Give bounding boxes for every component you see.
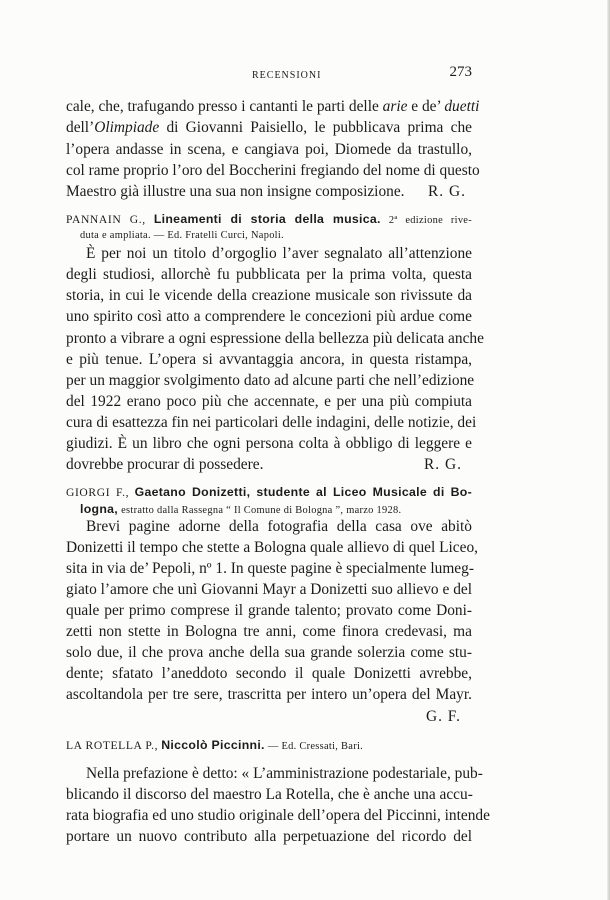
- text-line: dell’Olimpiade di Giovanni Paisiello, le pubblicava prima che: [66, 119, 472, 136]
- text-line: degli studiosi, allorchè fu pubblicata per la prima volta, questa: [66, 266, 472, 283]
- review-entry-heading: [80, 501, 472, 517]
- review-author: GIORGI F.,: [66, 486, 130, 499]
- text-line: È per noi un titolo d’orgoglio l’aver segnalato all’attenzione: [86, 245, 472, 262]
- text-line: e più tenue. L’opera si avvantaggia ancora, in questa ristampa,: [66, 351, 472, 368]
- text-line: dovrebbe procurar di possedere.: [66, 456, 264, 473]
- text-line: Nella prefazione è detto: « L’amministrazione podestariale, pub-: [86, 765, 483, 782]
- review-title: Gaetano Donizetti, studente al Liceo Musicale di Bo-: [134, 485, 472, 499]
- text-line: giato l’amore che unì Giovanni Mayr a Donizetti suo allievo e del: [66, 581, 472, 598]
- signature: R. G.: [428, 183, 466, 200]
- review-entry-heading: [66, 211, 472, 227]
- text-line: Brevi pagine adorne della fotografia della casa ove abitò: [86, 518, 472, 535]
- text-line: giudizi. È un libro che ogni persona colta à obbligo di leggere e: [66, 435, 472, 452]
- review-title: Lineamenti di storia della musica.: [153, 212, 381, 226]
- review-title: Niccolò Piccinni.: [161, 738, 265, 752]
- review-publication: 2ª edizione rive-: [388, 215, 472, 226]
- text-line: storia, in cui le vicende della creazione musicale son rivissute da: [66, 287, 472, 304]
- text-line: portare un nuovo contributo alla perpetuazione del ricordo del: [66, 828, 472, 845]
- signature: G. F.: [426, 708, 461, 725]
- page-header: [66, 64, 472, 84]
- text-line: per un maggior svolgimento dato ad alcune parti che nell’edizione: [66, 372, 475, 389]
- review-author: LA ROTELLA P.,: [66, 739, 159, 752]
- text-line: cura di esattezza fin nei particolari delle indagini, delle notizie, dei: [66, 414, 477, 431]
- text-line: quale per primo comprese il grande talento; provato come Doni-: [66, 602, 472, 619]
- review-title: logna,: [80, 502, 119, 516]
- text-line: Donizetti il tempo che stette a Bologna quale allievo di quel Liceo,: [66, 539, 479, 556]
- text-line: del 1922 erano poco più che accennate, e per una più compiuta: [66, 393, 472, 410]
- review-publication: duta e ampliata. — Ed. Fratelli Curci, Napoli.: [80, 230, 284, 241]
- text-line: Maestro già illustre una sua non insigne composizione.: [66, 183, 405, 200]
- running-head: RECENSIONI: [252, 70, 322, 81]
- review-publication: estratto dalla Rassegna “ Il Comune di Bologna ”, marzo 1928.: [121, 505, 402, 516]
- page-number: 273: [449, 64, 472, 80]
- text-line: solo due, il che prova anche della sua grande solerzia come stu-: [66, 644, 472, 661]
- review-entry-heading: [66, 737, 472, 753]
- text-line: ascoltandola per tre sere, trascritta per intero un’opera del Mayr.: [66, 686, 472, 703]
- review-publication: — Ed. Cressati, Bari.: [267, 741, 364, 752]
- text-line: uno spirito così atto a comprendere le concezioni più ardue come: [66, 308, 472, 325]
- text-line: l’opera andasse in scena, e cangiava poi, Diomede da trastullo,: [66, 141, 472, 158]
- text-line: rata biografia ed uno studio originale dell’opera del Piccinni, intende: [66, 807, 490, 824]
- text-line: blicando il discorso del maestro La Rotella, che è anche una accu-: [66, 786, 473, 803]
- review-author: PANNAIN G.,: [66, 213, 146, 226]
- text-line: col rame proprio l’oro del Boccherini fregiando del nome di questo: [66, 162, 480, 179]
- review-entry-heading: [66, 484, 472, 500]
- text-line: sita in via de’ Pepoli, nº 1. In queste pagine è specialmente lumeg-: [66, 560, 474, 577]
- text-line: pronto a vibrare a ogni espressione della bellezza più delicata anche: [66, 330, 484, 347]
- signature: R. G.: [424, 456, 462, 473]
- text-line: cale, che, trafugando presso i cantanti le parti delle arie e de’ duetti: [66, 98, 480, 115]
- text-line: dente; sfatato l’aneddoto secondo il quale Donizetti avrebbe,: [66, 665, 472, 682]
- text-line: zetti non stette in Bologna tre anni, come finora credevasi, ma: [66, 623, 472, 640]
